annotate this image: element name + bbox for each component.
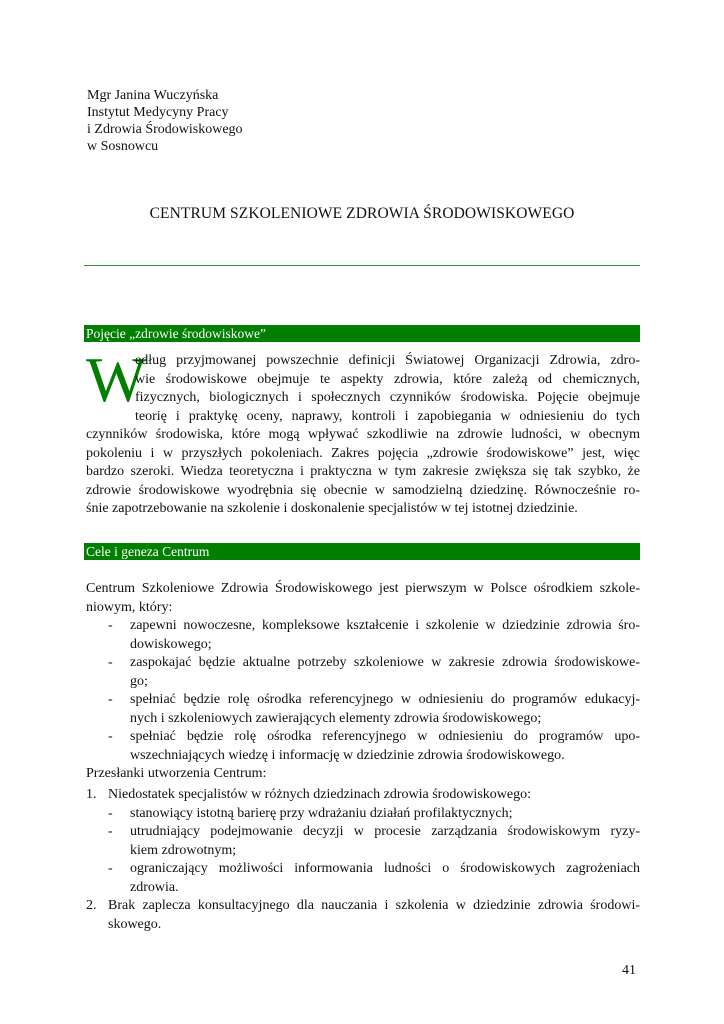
author-institute-cont: i Zdrowia Środowiskowego bbox=[87, 122, 243, 137]
bullet-dash: - bbox=[108, 729, 113, 744]
text-line: zdrowia. bbox=[130, 879, 179, 895]
paragraph-centrum bbox=[86, 580, 640, 617]
bullet-dash: - bbox=[108, 692, 113, 707]
text-line: zaspokajać będzie aktualne potrzeby szkoleniowe w zakresie zdrowia środowiskowe- bbox=[130, 655, 640, 670]
text-line: niowym, który: bbox=[86, 599, 173, 615]
drop-cap: W bbox=[86, 344, 147, 415]
page-number: 41 bbox=[622, 963, 636, 978]
text-line: śnie zapotrzebowanie na szkolenie i doskonalenie specjalistów w tej istotnej dziedzinie. bbox=[86, 501, 578, 516]
bullet-dash: - bbox=[108, 824, 113, 839]
text-line: edług przyjmowanej powszechnie definicji Światowej Organizacji Zdrowia, zdro- bbox=[135, 353, 640, 368]
document-title: CENTRUM SZKOLENIOWE ZDROWIA ŚRODOWISKOWEGO bbox=[149, 205, 575, 222]
text-line: skowego. bbox=[108, 916, 162, 932]
list-item bbox=[108, 860, 640, 897]
paragraph-intro-top bbox=[135, 352, 640, 426]
paragraph-intro-bottom bbox=[86, 426, 640, 519]
text-line: teorię i praktykę oceny, naprawy, kontroli i zapobiegania w odniesieniu do tych bbox=[135, 408, 640, 424]
text-line: wszechniających wiedzę i informację w dziedzinie zdrowia środowiskowego. bbox=[130, 747, 565, 763]
text-line: bardzo szeroki. Wiedza teoretyczna i praktyczna w tym zakresie zwiększa się tak szybko, że bbox=[86, 464, 640, 479]
text-line: go; bbox=[130, 673, 148, 689]
text-line: zapewni nowoczesne, kompleksowe kształcenie i szkolenie w dziedzinie zdrowia śro- bbox=[130, 618, 640, 633]
list-item bbox=[86, 728, 640, 765]
author-institute: Instytut Medycyny Pracy bbox=[87, 105, 229, 120]
premises-list bbox=[86, 786, 640, 934]
text-line: Brak zaplecza konsultacyjnego dla nauczania i szkolenia w dziedzinie zdrowia środowi- bbox=[108, 898, 640, 913]
bullet-dash: - bbox=[108, 618, 113, 633]
text-line: nych i szkoleniowych zawierających elementy zdrowia środowiskowego; bbox=[130, 710, 542, 726]
list-item bbox=[108, 805, 640, 824]
text-line: kiem zdrowotnym; bbox=[130, 842, 237, 858]
item-number: 2. bbox=[86, 898, 97, 913]
numbered-item bbox=[86, 786, 640, 897]
list-item bbox=[86, 691, 640, 728]
text-line: wie środowiskowe obejmuje te aspekty zdrowia, które zależą od chemicznych, bbox=[135, 371, 640, 387]
text-line: Niedostatek specjalistów w różnych dziedzinach zdrowia środowiskowego: bbox=[108, 787, 531, 802]
text-line: spełniać będzie rolę ośrodka referencyjnego w odniesieniu do programów edukacyj- bbox=[130, 692, 640, 707]
text-line: stanowiący istotną barierę przy wdrażaniu działań profilaktycznych; bbox=[130, 805, 513, 821]
text-line: fizycznych, biologicznych i społecznych czynników środowiska. Pojęcie obejmuje bbox=[135, 390, 640, 405]
text-line: ograniczający możliwości informowania ludności o środowiskowych zagrożeniach bbox=[130, 861, 640, 876]
bullet-dash: - bbox=[108, 861, 113, 876]
premises-label: Przesłanki utworzenia Centrum: bbox=[86, 766, 267, 781]
section-heading-cele: Cele i geneza Centrum bbox=[84, 543, 640, 560]
text-line: spełniać będzie rolę ośrodka referencyjnego w odniesieniu do programów upo- bbox=[130, 729, 640, 744]
author-city: w Sosnowcu bbox=[87, 139, 159, 154]
list-item bbox=[108, 823, 640, 860]
author-name: Mgr Janina Wuczyńska bbox=[87, 88, 219, 103]
bullet-dash: - bbox=[108, 655, 113, 670]
list-item bbox=[86, 654, 640, 691]
text-line: dowiskowego; bbox=[130, 636, 212, 652]
bullet-dash: - bbox=[108, 805, 113, 821]
list-item bbox=[86, 617, 640, 654]
goals-list bbox=[86, 617, 640, 765]
numbered-item bbox=[86, 897, 640, 934]
item-number: 1. bbox=[86, 787, 97, 802]
text-line: Centrum Szkoleniowe Zdrowia Środowiskowego jest pierwszym w Polsce ośrodkiem szkole- bbox=[86, 581, 640, 596]
text-line: czynników środowiska, które mogą wpływać szkodliwie na zdrowie ludności, w obecnym bbox=[86, 427, 640, 442]
text-line: zdrowie środowiskowe wyodrębnia się obecnie w samodzielną dziedzinę. Równocześnie ro- bbox=[86, 482, 640, 498]
text-line: pokoleniu i w przyszłych pokoleniach. Zakres pojęcia „zdrowie środowiskowe” jest, więc bbox=[86, 445, 640, 461]
text-line: utrudniający podejmowanie decyzji w procesie zarządzania środowiskowym ryzy- bbox=[130, 824, 640, 839]
author-block bbox=[87, 87, 243, 155]
title-divider bbox=[84, 265, 640, 266]
section-heading-zdrowie: Pojęcie „zdrowie środowiskowe” bbox=[84, 325, 640, 342]
